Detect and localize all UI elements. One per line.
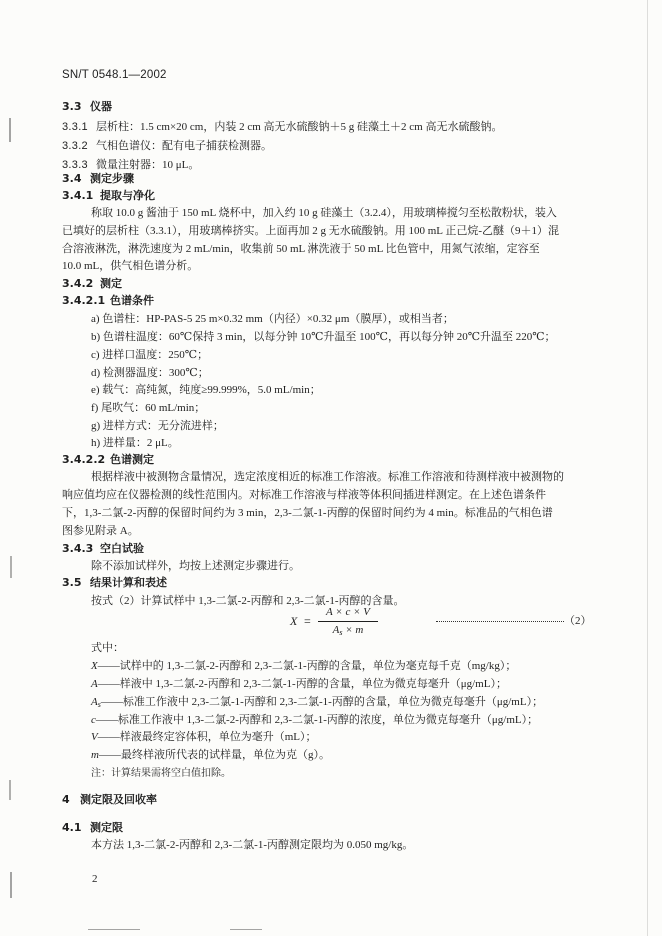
definition-text: ——标准工作液中 2,3-二氯-1-丙醇和 2,3-二氯-1-丙醇的含量，单位为微克每毫升（μg/mL）； xyxy=(100,696,544,708)
paragraph-line: 响应值均应在仪器检测的线性范围内。对标准工作溶液与样液等体积间插进样测定。在上述色谱条件 xyxy=(62,489,546,501)
list-item: b) 色谱柱温度：60℃保持 3 min，以每分钟 10℃升温至 100℃，再以每分钟 20℃升温至 220℃； xyxy=(91,331,556,343)
clause-3-3-2-number: 3.3.2 xyxy=(62,140,88,152)
definition-symbol: A xyxy=(91,678,98,690)
scan-artifact-left-mark-2 xyxy=(10,556,12,578)
formula-fraction-bar xyxy=(318,621,378,622)
formula-numerator: A × c × V xyxy=(326,606,370,618)
section-3-4-1-title: 提取与净化 xyxy=(100,189,155,202)
section-3-4-2-2-title: 色谱测定 xyxy=(110,453,154,466)
formula-denominator xyxy=(318,623,378,640)
paragraph-line: 按式（2）计算试样中 1,3-二氯-2-丙醇和 2,3-二氯-1-丙醇的含量。 xyxy=(91,595,405,607)
definition-item xyxy=(91,677,507,691)
formula-lhs: X xyxy=(290,614,298,628)
section-4-1-title: 测定限 xyxy=(90,821,123,834)
definition-text: ——最终样液所代表的试样量，单位为克（g）。 xyxy=(98,749,330,761)
section-3-4-3-title: 空白试验 xyxy=(100,542,144,555)
list-item: g) 进样方式：无分流进样； xyxy=(91,420,224,432)
formula-denominator-subscript: s xyxy=(339,628,343,637)
section-3-4-number: 3.4 xyxy=(62,172,82,185)
definition-subscript: s xyxy=(97,700,101,709)
document-code: SN/T 0548.1—2002 xyxy=(62,69,167,81)
definition-text: ——样液最终定容体积，单位为毫升（mL）； xyxy=(97,731,317,743)
definition-item xyxy=(91,748,330,762)
paragraph-line: 下，1,3-二氯-2-丙醇的保留时间约为 3 min，2,3-二氯-1-丙醇的保留时间约为 4 min。标准品的气相色谱 xyxy=(62,507,553,519)
section-3-4-2-number: 3.4.2 xyxy=(62,277,94,290)
section-3-4-title: 测定步骤 xyxy=(90,172,134,185)
clause-3-3-3-number: 3.3.3 xyxy=(62,159,88,171)
paragraph-line: 合溶液淋洗，淋洗速度为 2 mL/min，收集前 50 mL 淋洗液于 50 mL 比色管中，用氮气浓缩，定容至 xyxy=(62,243,540,255)
definition-item xyxy=(91,695,543,712)
section-3-4-2-1-number: 3.4.2.1 xyxy=(62,294,106,307)
definition-text: ——试样中的 1,3-二氯-2-丙醇和 2,3-二氯-1-丙醇的含量，单位为毫克每千克（mg/kg）； xyxy=(97,660,517,672)
paragraph-line: 称取 10.0 g 酱油于 150 mL 烧杯中，加入约 10 g 硅藻土（3.2.4），用玻璃棒搅匀至松散粉状，装入 xyxy=(91,207,557,219)
section-3-4-3-number: 3.4.3 xyxy=(62,542,94,555)
formula-dot-leader xyxy=(436,621,564,622)
definition-text: ——标准工作液中 1,3-二氯-2-丙醇和 2,3-二氯-1-丙醇的浓度，单位为微克每毫升（μg/mL）； xyxy=(95,714,539,726)
calculation-note: 注：计算结果需将空白值扣除。 xyxy=(91,768,231,779)
definition-symbol: V xyxy=(91,731,98,743)
list-item: f) 尾吹气：60 mL/min； xyxy=(91,402,206,414)
list-item: c) 进样口温度：250℃； xyxy=(91,349,209,361)
definition-symbol: c xyxy=(91,714,96,726)
definition-symbol: X xyxy=(91,660,98,672)
section-3-4-2-1-title: 色谱条件 xyxy=(110,294,154,307)
section-3-3-number: 3.3 xyxy=(62,100,82,113)
clause-3-3-3-text: 微量注射器：10 μL。 xyxy=(96,159,200,171)
clause-3-3-2-text: 气相色谱仪：配有电子捕获检测器。 xyxy=(96,140,272,152)
formula-number: （2） xyxy=(564,615,592,627)
paragraph-line: 图参见附录 A。 xyxy=(62,525,139,537)
scan-artifact-right-edge-line xyxy=(647,0,648,936)
paragraph-line: 已填好的层析柱（3.3.1），用玻璃棒挤实。上面再加 2 g 无水硫酸钠。用 100 mL 正己烷-乙醚（9＋1）混 xyxy=(62,225,560,237)
formula-equals: = xyxy=(304,614,311,628)
section-3-4-2-2-number: 3.4.2.2 xyxy=(62,453,106,466)
page-number: 2 xyxy=(92,873,98,885)
scan-artifact-left-mark-3 xyxy=(9,780,11,800)
scan-artifact-left-mark-4 xyxy=(10,872,12,898)
section-4-number: 4 xyxy=(62,793,70,806)
section-3-5-title: 结果计算和表述 xyxy=(90,576,167,589)
formula-denominator-rest: × m xyxy=(342,624,364,636)
section-3-4-1-number: 3.4.1 xyxy=(62,189,94,202)
definition-item xyxy=(91,659,516,673)
definition-symbol: m xyxy=(91,749,99,761)
list-item: e) 载气：高纯氮，纯度≥99.999%，5.0 mL/min； xyxy=(91,384,321,396)
paragraph-line: 除不添加试样外，均按上述测定步骤进行。 xyxy=(91,560,300,572)
scan-artifact-left-mark-1 xyxy=(9,118,11,142)
section-4-title: 测定限及回收率 xyxy=(80,793,157,806)
section-4-1-number: 4.1 xyxy=(62,821,82,834)
list-item: h) 进样量：2 μL。 xyxy=(91,437,179,449)
clause-3-3-1-number: 3.3.1 xyxy=(62,121,88,133)
where-label: 式中： xyxy=(91,642,124,654)
clause-3-3-1-text: 层析柱：1.5 cm×20 cm，内装 2 cm 高无水硫酸钠＋5 g 硅藻土＋2 cm 高无水硫酸钠。 xyxy=(96,121,503,133)
formula-denominator-symbol: A xyxy=(332,624,340,636)
scan-artifact-bottom-mark-2 xyxy=(230,929,262,930)
list-item: a) 色谱柱：HP-PAS-5 25 m×0.32 mm（内径）×0.32 μm（膜厚），或相当者； xyxy=(91,313,454,325)
paragraph-line: 根据样液中被测物含量情况，选定浓度相近的标准工作溶液。标准工作溶液和待测样液中被测物的 xyxy=(91,471,564,483)
scan-artifact-bottom-mark-1 xyxy=(88,929,140,930)
list-item: d) 检测器温度：300℃； xyxy=(91,367,209,379)
definition-text: ——样液中 1,3-二氯-2-丙醇和 2,3-二氯-1-丙醇的含量，单位为微克每毫升（μg/mL）； xyxy=(97,678,507,690)
section-3-4-2-title: 测定 xyxy=(100,277,122,290)
definition-symbol: A xyxy=(91,696,98,708)
definition-item xyxy=(91,730,317,744)
paragraph-line: 10.0 mL，供气相色谱分析。 xyxy=(62,260,199,272)
section-3-3-title: 仪器 xyxy=(90,100,112,113)
paragraph-line: 本方法 1,3-二氯-2-丙醇和 2,3-二氯-1-丙醇测定限均为 0.050 mg/kg。 xyxy=(91,839,414,851)
definition-item xyxy=(91,713,538,727)
section-3-5-number: 3.5 xyxy=(62,576,82,589)
